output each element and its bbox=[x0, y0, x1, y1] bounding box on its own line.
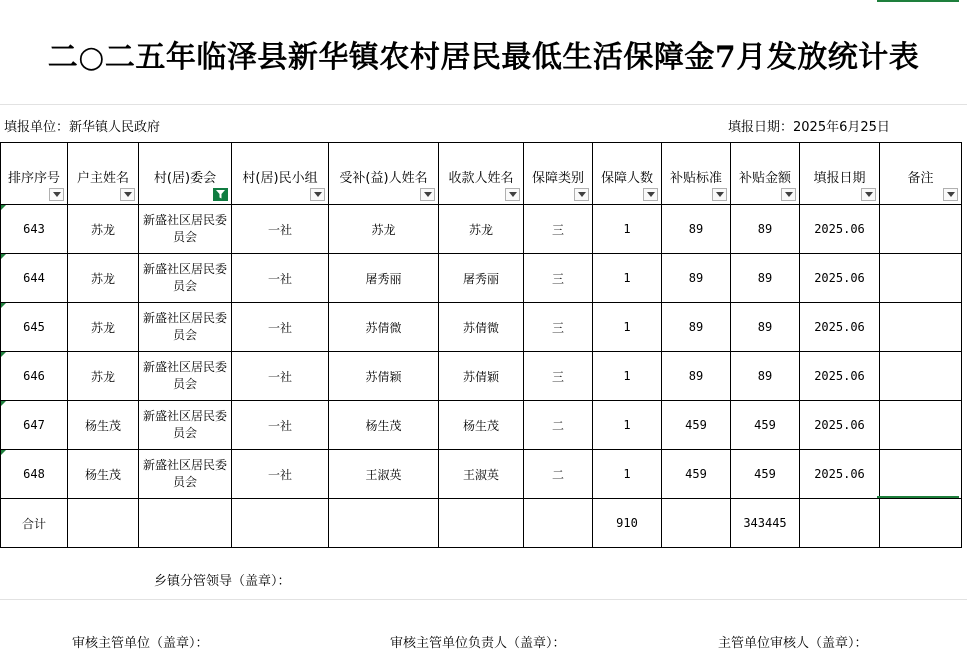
cell-note[interactable] bbox=[880, 205, 962, 254]
cell-payee[interactable]: 王淑英 bbox=[439, 450, 524, 499]
cell-group[interactable]: 一社 bbox=[232, 205, 329, 254]
cell-note[interactable] bbox=[880, 254, 962, 303]
total-label[interactable]: 合计 bbox=[1, 499, 68, 548]
cell-beneficiary[interactable]: 苏倩微 bbox=[329, 303, 439, 352]
filter-active-icon[interactable] bbox=[213, 188, 228, 201]
cell-standard[interactable]: 89 bbox=[662, 303, 731, 352]
cell-no[interactable]: 647 bbox=[1, 401, 68, 450]
footer-leader-sign[interactable]: 乡镇分管领导（盖章）： bbox=[154, 574, 291, 589]
footer-review-unit[interactable]: 审核主管单位（盖章）： bbox=[72, 636, 209, 651]
cell-note[interactable] bbox=[880, 303, 962, 352]
cell-standard[interactable]: 459 bbox=[662, 401, 731, 450]
empty-cell[interactable] bbox=[68, 499, 139, 548]
cell-date[interactable]: 2025.06 bbox=[800, 303, 880, 352]
cell-people[interactable]: 1 bbox=[593, 205, 662, 254]
cell-amount[interactable]: 459 bbox=[731, 450, 800, 499]
cell-payee[interactable]: 苏龙 bbox=[439, 205, 524, 254]
cell-note[interactable] bbox=[880, 450, 962, 499]
cell-head[interactable]: 苏龙 bbox=[68, 205, 139, 254]
cell-category[interactable]: 三 bbox=[524, 303, 593, 352]
cell-category[interactable]: 三 bbox=[524, 254, 593, 303]
cell-no[interactable]: 646 bbox=[1, 352, 68, 401]
column-header[interactable]: 收款人姓名 bbox=[439, 143, 524, 205]
cell-no[interactable]: 645 bbox=[1, 303, 68, 352]
cell-date[interactable]: 2025.06 bbox=[800, 352, 880, 401]
report-unit[interactable]: 填报单位：新华镇人民政府 bbox=[4, 120, 161, 135]
cell-beneficiary[interactable]: 苏倩颖 bbox=[329, 352, 439, 401]
cell-committee[interactable]: 新盛社区居民委员会 bbox=[139, 254, 232, 303]
cell-category[interactable]: 三 bbox=[524, 352, 593, 401]
report-date[interactable]: 填报日期：2025年6月25日 bbox=[728, 120, 890, 135]
column-header[interactable]: 补贴金额 bbox=[731, 143, 800, 205]
cell-date[interactable]: 2025.06 bbox=[800, 254, 880, 303]
cell-no[interactable]: 643 bbox=[1, 205, 68, 254]
filter-dropdown-icon[interactable] bbox=[861, 188, 876, 201]
cell-standard[interactable]: 89 bbox=[662, 254, 731, 303]
cell-group[interactable]: 一社 bbox=[232, 352, 329, 401]
cell-payee[interactable]: 苏倩微 bbox=[439, 303, 524, 352]
number-as-text-marker-icon bbox=[1, 303, 6, 308]
filter-dropdown-icon[interactable] bbox=[574, 188, 589, 201]
cell-group[interactable]: 一社 bbox=[232, 401, 329, 450]
cell-head[interactable]: 苏龙 bbox=[68, 303, 139, 352]
cell-category[interactable]: 二 bbox=[524, 450, 593, 499]
cell-committee[interactable]: 新盛社区居民委员会 bbox=[139, 205, 232, 254]
table-row bbox=[1, 450, 962, 499]
cell-amount[interactable]: 89 bbox=[731, 303, 800, 352]
table-row bbox=[1, 352, 962, 401]
column-header[interactable]: 村(居)民小组 bbox=[232, 143, 329, 205]
cell-people[interactable]: 1 bbox=[593, 401, 662, 450]
empty-cell[interactable] bbox=[524, 499, 593, 548]
empty-cell[interactable] bbox=[800, 499, 880, 548]
total-amount[interactable]: 343445 bbox=[731, 499, 800, 548]
cell-head[interactable]: 杨生茂 bbox=[68, 401, 139, 450]
cell-committee[interactable]: 新盛社区居民委员会 bbox=[139, 401, 232, 450]
filter-dropdown-icon[interactable] bbox=[49, 188, 64, 201]
cell-payee[interactable]: 苏倩颖 bbox=[439, 352, 524, 401]
empty-cell[interactable] bbox=[329, 499, 439, 548]
cell-amount[interactable]: 459 bbox=[731, 401, 800, 450]
cell-payee[interactable]: 杨生茂 bbox=[439, 401, 524, 450]
number-as-text-marker-icon bbox=[1, 254, 6, 259]
cell-committee[interactable]: 新盛社区居民委员会 bbox=[139, 450, 232, 499]
cell-note[interactable] bbox=[880, 401, 962, 450]
number-as-text-marker-icon bbox=[1, 450, 6, 455]
cell-people[interactable]: 1 bbox=[593, 303, 662, 352]
cell-head[interactable]: 苏龙 bbox=[68, 352, 139, 401]
cell-payee[interactable]: 屠秀丽 bbox=[439, 254, 524, 303]
filter-dropdown-icon[interactable] bbox=[943, 188, 958, 201]
cell-standard[interactable]: 89 bbox=[662, 205, 731, 254]
column-header[interactable]: 排序序号 bbox=[1, 143, 68, 205]
cell-beneficiary[interactable]: 杨生茂 bbox=[329, 401, 439, 450]
cell-people[interactable]: 1 bbox=[593, 352, 662, 401]
cell-category[interactable]: 三 bbox=[524, 205, 593, 254]
cell-no[interactable]: 648 bbox=[1, 450, 68, 499]
column-header[interactable]: 户主姓名 bbox=[68, 143, 139, 205]
number-as-text-marker-icon bbox=[1, 401, 6, 406]
selection-border-bottom bbox=[877, 496, 959, 498]
cell-people[interactable]: 1 bbox=[593, 254, 662, 303]
filter-dropdown-icon[interactable] bbox=[310, 188, 325, 201]
cell-category[interactable]: 二 bbox=[524, 401, 593, 450]
sheet-title[interactable]: 二○二五年临泽县新华镇农村居民最低生活保障金7月发放统计表 bbox=[47, 40, 920, 75]
cell-standard[interactable]: 89 bbox=[662, 352, 731, 401]
cell-beneficiary[interactable]: 苏龙 bbox=[329, 205, 439, 254]
column-header[interactable]: 保障类别 bbox=[524, 143, 593, 205]
cell-amount[interactable]: 89 bbox=[731, 352, 800, 401]
total-people[interactable]: 910 bbox=[593, 499, 662, 548]
cell-amount[interactable]: 89 bbox=[731, 205, 800, 254]
filter-dropdown-icon[interactable] bbox=[781, 188, 796, 201]
empty-cell[interactable] bbox=[232, 499, 329, 548]
filter-dropdown-icon[interactable] bbox=[712, 188, 727, 201]
column-header[interactable]: 备注 bbox=[880, 143, 962, 205]
data-table bbox=[0, 142, 962, 548]
number-as-text-marker-icon bbox=[1, 205, 6, 210]
column-header[interactable]: 受补(益)人姓名 bbox=[329, 143, 439, 205]
cell-beneficiary[interactable]: 王淑英 bbox=[329, 450, 439, 499]
column-header[interactable]: 村(居)委会 bbox=[139, 143, 232, 205]
column-header[interactable]: 填报日期 bbox=[800, 143, 880, 205]
footer-reviewer[interactable]: 主管单位审核人（盖章）： bbox=[718, 636, 868, 651]
filter-dropdown-icon[interactable] bbox=[643, 188, 658, 201]
cell-head[interactable]: 杨生茂 bbox=[68, 450, 139, 499]
total-row bbox=[1, 499, 962, 548]
table-row bbox=[1, 254, 962, 303]
grid-line bbox=[0, 599, 967, 600]
cell-standard[interactable]: 459 bbox=[662, 450, 731, 499]
cell-date[interactable]: 2025.06 bbox=[800, 205, 880, 254]
empty-cell[interactable] bbox=[880, 499, 962, 548]
table-row bbox=[1, 205, 962, 254]
header-row bbox=[1, 143, 962, 205]
cell-note[interactable] bbox=[880, 352, 962, 401]
cell-group[interactable]: 一社 bbox=[232, 450, 329, 499]
cell-committee[interactable]: 新盛社区居民委员会 bbox=[139, 303, 232, 352]
grid-line bbox=[0, 104, 967, 105]
selection-border-top bbox=[877, 0, 959, 2]
cell-amount[interactable]: 89 bbox=[731, 254, 800, 303]
table-row bbox=[1, 401, 962, 450]
cell-committee[interactable]: 新盛社区居民委员会 bbox=[139, 352, 232, 401]
empty-cell[interactable] bbox=[439, 499, 524, 548]
empty-cell[interactable] bbox=[139, 499, 232, 548]
cell-head[interactable]: 苏龙 bbox=[68, 254, 139, 303]
number-as-text-marker-icon bbox=[1, 352, 6, 357]
cell-date[interactable]: 2025.06 bbox=[800, 450, 880, 499]
filter-dropdown-icon[interactable] bbox=[420, 188, 435, 201]
filter-dropdown-icon[interactable] bbox=[505, 188, 520, 201]
cell-group[interactable]: 一社 bbox=[232, 303, 329, 352]
column-header[interactable]: 保障人数 bbox=[593, 143, 662, 205]
filter-dropdown-icon[interactable] bbox=[120, 188, 135, 201]
cell-no[interactable]: 644 bbox=[1, 254, 68, 303]
table-row bbox=[1, 303, 962, 352]
column-header[interactable]: 补贴标准 bbox=[662, 143, 731, 205]
cell-date[interactable]: 2025.06 bbox=[800, 401, 880, 450]
footer-review-head[interactable]: 审核主管单位负责人（盖章）： bbox=[390, 636, 566, 651]
cell-group[interactable]: 一社 bbox=[232, 254, 329, 303]
cell-beneficiary[interactable]: 屠秀丽 bbox=[329, 254, 439, 303]
cell-people[interactable]: 1 bbox=[593, 450, 662, 499]
empty-cell[interactable] bbox=[662, 499, 731, 548]
